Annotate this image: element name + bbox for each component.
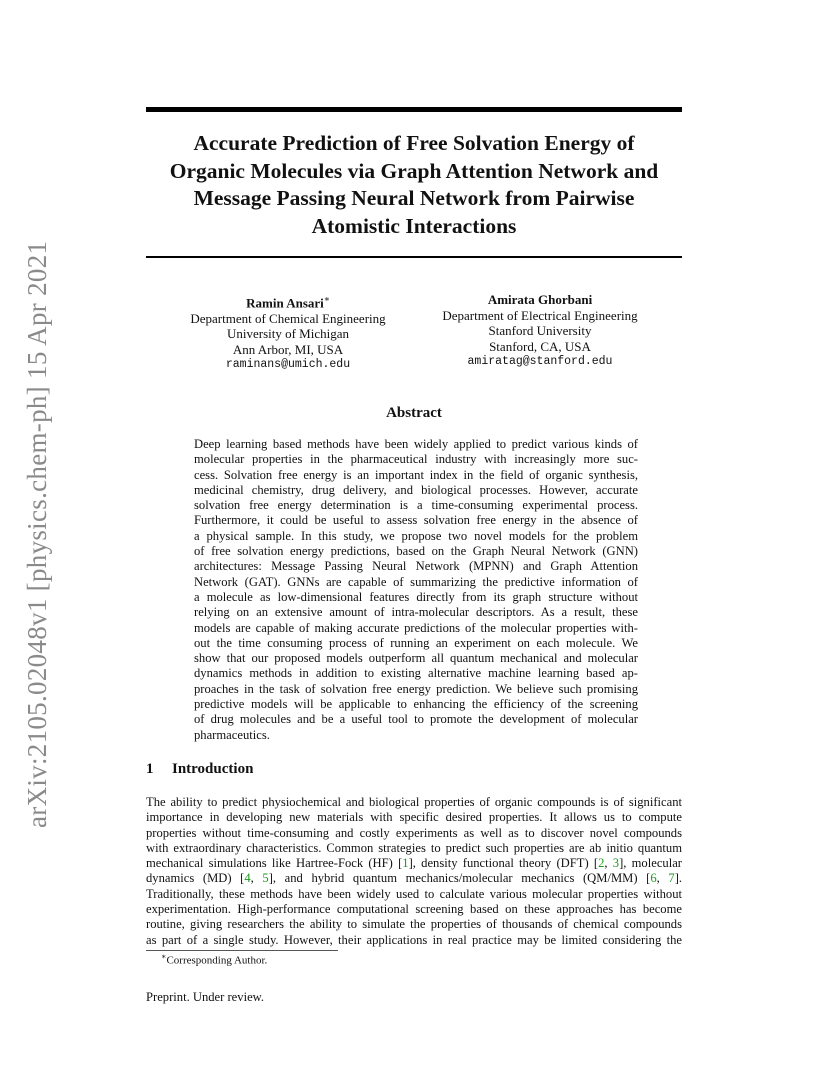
abstract-line: relying on an extensive amount of intra-molecular descriptors. As a result, these [194, 605, 638, 620]
abstract-line: solvation free energy determination is a time-consuming experimental process. [194, 498, 638, 513]
abstract-line: molecular properties in the pharmaceutical industry with increasingly more suc- [194, 452, 638, 467]
footnote [161, 952, 267, 967]
intro-line: routine, giving researchers the ability to simulate the properties of thousands of chemical compounds [146, 917, 682, 932]
section-number: 1 [146, 761, 154, 777]
author-name: Amirata Ghorbani [487, 292, 593, 307]
abstract-line: a molecule as low-dimensional features directly from its graph structure without [194, 589, 638, 604]
abstract-line: Furthermore, it could be useful to assess solvation free energy in the absence of [194, 513, 638, 528]
author-email[interactable]: amiratag@stanford.edu [467, 355, 613, 368]
author-institution: University of Michigan [226, 326, 350, 342]
intro-line: Traditionally, these methods have been widely used to calculate various molecular properties without [146, 886, 682, 901]
intro-line: The ability to predict physiochemical and biological properties of organic compounds is of significant [146, 795, 682, 809]
title-bottom-rule [146, 256, 682, 258]
author-name: Ramin Ansari∗ [246, 294, 330, 311]
abstract-line: show that our proposed models outperform all quantum mechanical and molecular [194, 651, 638, 666]
citation-link[interactable]: 1 [402, 856, 409, 871]
citation-link[interactable]: 5 [262, 871, 269, 886]
abstract-line: pharmaceutics. [194, 727, 270, 742]
intro-line: experimentation. High-performance computational screening based on these approaches has become [146, 902, 682, 917]
abstract-line: out the time consuming process of running an experiment on each molecule. We [194, 635, 638, 650]
author-department: Department of Electrical Engineering [442, 307, 638, 323]
citation-link[interactable]: 2 [598, 856, 605, 871]
intro-line: dynamics (MD) [4, 5], and hybrid quantum mechanics/molecular mechanics (QM/MM) [6, 7]. [146, 871, 683, 886]
abstract-line: Network (GAT). GNNs are capable of summarizing the predictive information of [194, 574, 638, 589]
title-top-rule [146, 107, 682, 112]
paper-title [146, 130, 682, 240]
footnote-mark: ∗ [161, 952, 167, 961]
author-email[interactable]: raminans@umich.edu [225, 358, 351, 372]
footnote-rule [146, 950, 338, 951]
abstract-line: dynamics methods in addition to existing alternative machine learning based ap- [194, 666, 638, 681]
abstract-line: proaches in the task of solvation free energy prediction. We believe such promising [194, 681, 638, 696]
abstract-line: medicinal chemistry, drug delivery, and biological processes. However, accurate [194, 482, 638, 497]
abstract-line: cess. Solvation free energy is an important index in the field of organic synthesis, [194, 467, 638, 482]
citation-link[interactable]: 3 [612, 856, 620, 871]
abstract-line: Deep learning based methods have been widely applied to predict various kinds of [194, 437, 638, 451]
intro-line: properties without time-consuming and costly experiments as well as to discover novel compounds [146, 825, 682, 840]
section-title: Introduction [172, 761, 254, 777]
title-line: Accurate Prediction of Free Solvation Energy of [193, 131, 635, 155]
preprint-note: Preprint. Under review. [146, 990, 265, 1004]
abstract-line: of free solvation energy predictions, based on the Graph Neural Network (GNN) [194, 544, 638, 559]
abstract-body [194, 437, 638, 743]
section-heading-introduction [146, 761, 253, 778]
author-department: Department of Chemical Engineering [190, 310, 386, 326]
title-line: Atomistic Interactions [311, 213, 517, 238]
author-location: Ann Arbor, MI, USA [232, 341, 344, 357]
author-location: Stanford, CA, USA [489, 338, 591, 354]
author-institution: Stanford University [488, 323, 592, 338]
arxiv-identifier-stamp: arXiv:2105.02048v1 [physics.chem-ph] 15 Apr 2021 [22, 240, 52, 828]
title-line: Message Passing Neural Network from Pairwise [193, 186, 635, 210]
title-line: Organic Molecules via Graph Attention Network and [169, 158, 659, 183]
abstract-line: models are capable of making accurate predictions of the molecular properties with- [194, 620, 638, 635]
intro-line: importance in developing new materials with specific desired properties. It allows us to compute [146, 810, 682, 825]
citation-link[interactable]: 4 [244, 871, 251, 886]
corresponding-author-mark: ∗ [323, 294, 330, 304]
intro-line: mechanical simulations like Hartree-Fock (HF) [1], density functional theory (DFT) [2, 3], molecular [146, 856, 682, 871]
citation-link[interactable]: 7 [668, 871, 675, 886]
citation-link[interactable]: 6 [650, 871, 657, 886]
author-block-ghorbani [420, 292, 660, 370]
intro-line: as part of a single study. However, their applications in real practice may be limited considering the [146, 932, 682, 947]
author-block-ansari [168, 292, 408, 373]
abstract-heading: Abstract [386, 405, 442, 421]
abstract-line: a physical sample. In this study, we propose two novel models for the problem [194, 528, 638, 543]
abstract-line: architectures: Message Passing Neural Network (MPNN) and Graph Attention [194, 559, 638, 574]
introduction-body [146, 795, 682, 948]
intro-line: with extraordinary characteristics. Common strategies to predict such properties are ab initio quantum [146, 840, 682, 855]
footnote-text: Corresponding Author. [166, 954, 268, 967]
abstract-line: of drug molecules and be a useful tool to promote the development of molecular [194, 712, 638, 727]
abstract-line: predictive models will be applicable to enhancing the efficiency of the screening [194, 697, 638, 712]
